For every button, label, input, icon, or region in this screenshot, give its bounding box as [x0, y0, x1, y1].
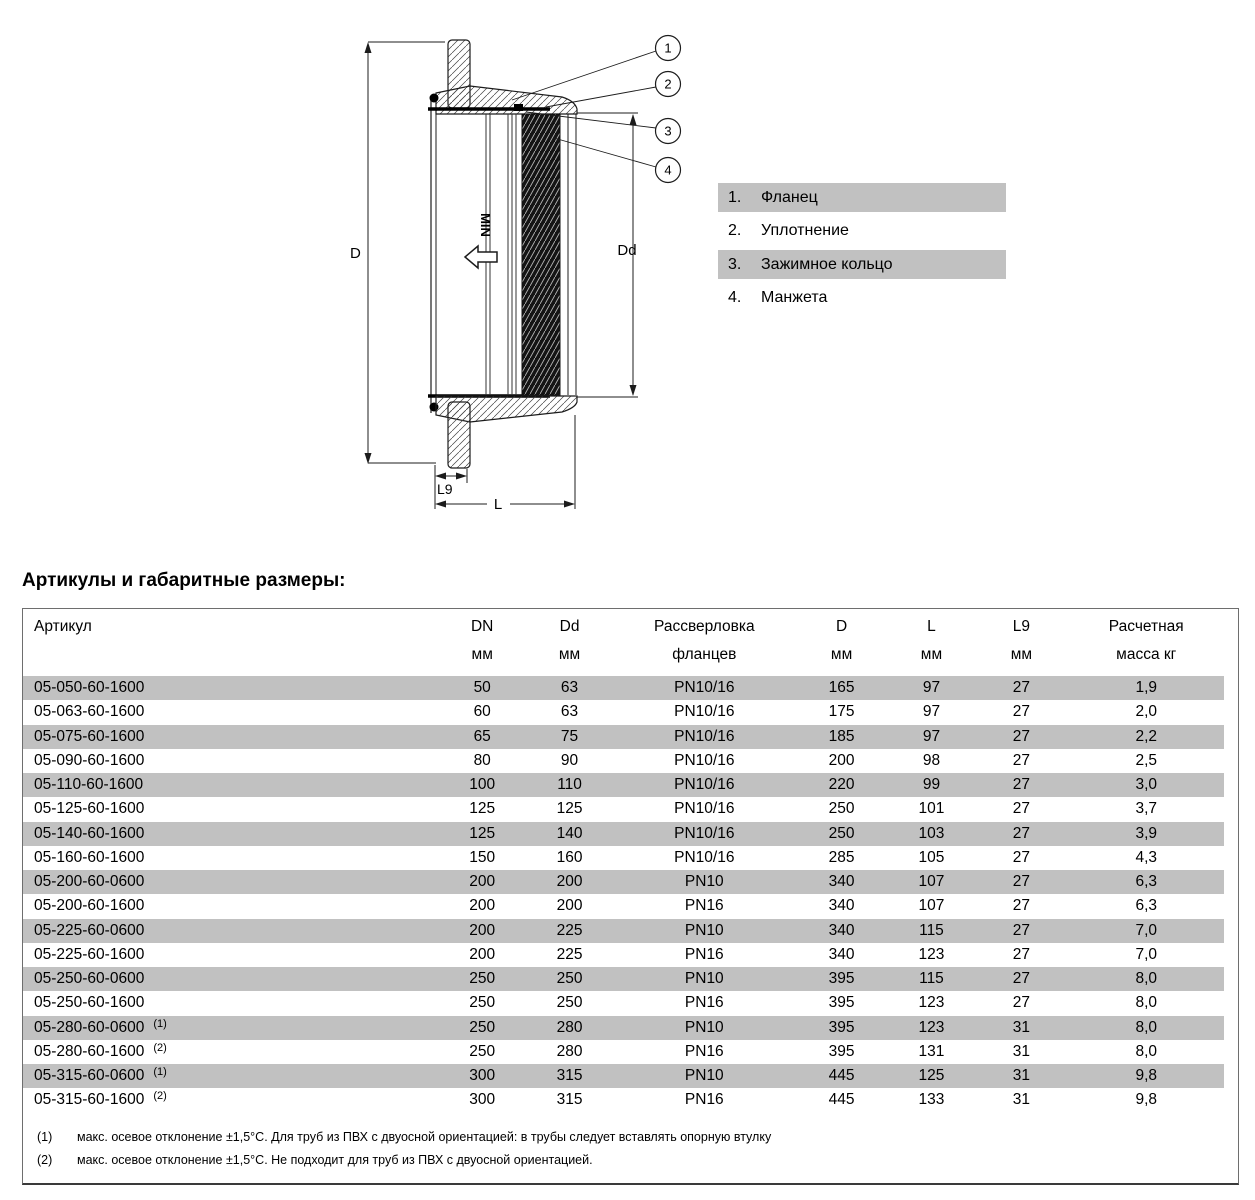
cell-drill: PN10/16	[674, 800, 735, 818]
table-row	[23, 870, 1224, 894]
svg-text:1: 1	[664, 40, 672, 56]
table-row	[23, 1016, 1224, 1040]
cell-drill: PN10	[684, 1067, 724, 1084]
cell-drill: PN10	[684, 873, 724, 890]
cell-dd: 63	[560, 679, 579, 696]
table-row	[23, 894, 1224, 918]
footnote-number: (2)	[37, 1152, 53, 1167]
cell-l: 115	[919, 970, 944, 987]
table-row	[23, 846, 1224, 870]
cell-l: 115	[919, 921, 944, 939]
cell-dd: 225	[556, 921, 583, 939]
cell-drill: PN10/16	[674, 703, 735, 721]
flange-tab-bottom	[448, 402, 470, 468]
cell-mass: 8,0	[1135, 1042, 1158, 1060]
cell-dd: 125	[556, 800, 583, 818]
cell-d: 250	[828, 800, 855, 818]
seal-ring-top	[430, 94, 439, 103]
legend-item-label: Уплотнение	[761, 222, 849, 239]
cell-d: 185	[828, 727, 855, 745]
cell-d: 340	[828, 921, 855, 939]
cell-l9: 27	[1012, 800, 1030, 818]
cell-l: 97	[922, 703, 941, 721]
cell-dn: 60	[473, 703, 491, 721]
cell-l9: 27	[1012, 679, 1030, 696]
cell-l9: 27	[1012, 897, 1030, 915]
cell-l: 103	[918, 824, 945, 842]
clamping-ring-band	[522, 114, 560, 395]
cell-article: 05-250-60-1600	[34, 994, 145, 1012]
cell-dn: 150	[469, 848, 496, 866]
fitting-body	[428, 40, 577, 468]
cell-article: 05-125-60-1600	[34, 800, 145, 818]
legend-item	[718, 284, 1006, 313]
cell-l: 97	[922, 727, 941, 745]
cell-article: 05-225-60-1600	[34, 945, 145, 963]
cell-dn: 50	[473, 679, 491, 696]
table-row	[23, 1088, 1224, 1112]
cell-mass: 2,5	[1135, 751, 1158, 769]
footnote-marker: (2)	[153, 1090, 167, 1103]
legend-item	[718, 250, 1006, 279]
cell-l9: 31	[1012, 1091, 1030, 1109]
cell-drill: PN10/16	[674, 727, 735, 745]
header-mass: Расчетная масса кг	[1108, 618, 1184, 663]
cell-l9: 27	[1012, 751, 1030, 769]
cell-dd: 90	[560, 751, 579, 769]
cell-article: 05-110-60-1600	[34, 776, 144, 793]
cell-d: 250	[828, 824, 855, 842]
cell-drill: PN10/16	[674, 751, 735, 769]
cell-dd: 140	[556, 824, 583, 842]
cell-dn: 200	[469, 921, 496, 939]
header-dn: DN мм	[470, 618, 494, 663]
cell-mass: 4,3	[1135, 848, 1158, 866]
legend-item	[718, 183, 1006, 212]
cell-mass: 9,8	[1135, 1091, 1158, 1109]
cell-dn: 250	[469, 1042, 496, 1060]
cell-dn: 200	[469, 897, 496, 915]
cell-article: 05-250-60-0600	[34, 970, 145, 987]
cell-drill: PN10	[684, 970, 724, 987]
dim-label-l: L	[493, 496, 503, 513]
cell-mass: 6,3	[1135, 873, 1158, 890]
cell-d: 340	[828, 873, 855, 890]
svg-text:2: 2	[664, 76, 672, 92]
cell-article: 05-050-60-1600	[34, 679, 145, 696]
cell-mass: 1,9	[1135, 679, 1158, 696]
cell-dd: 280	[556, 1042, 583, 1060]
dim-label-dd: Dd	[617, 242, 637, 259]
min-arrow-icon	[465, 246, 497, 268]
table-row	[23, 967, 1224, 991]
footnote-marker: (1)	[153, 1017, 167, 1030]
cell-mass: 7,0	[1135, 921, 1158, 939]
cell-d: 445	[828, 1067, 855, 1084]
cell-l: 125	[918, 1067, 945, 1084]
technical-drawing	[340, 25, 720, 525]
parts-legend	[718, 183, 1006, 317]
cell-l: 133	[918, 1091, 945, 1109]
cell-article: 05-160-60-1600	[34, 848, 145, 866]
cell-article: 05-200-60-1600	[34, 897, 145, 915]
cell-l9: 31	[1012, 1042, 1030, 1060]
cell-drill: PN10/16	[674, 776, 735, 793]
table-header-row	[23, 609, 1224, 676]
cell-l9: 27	[1012, 824, 1030, 842]
header-dd: Dd мм	[558, 618, 581, 663]
cell-article: 05-200-60-0600	[34, 873, 145, 890]
seal-block	[514, 104, 523, 111]
cell-article: 05-315-60-0600 $^{(1)}$	[34, 1066, 167, 1084]
cell-l: 123	[918, 994, 945, 1012]
header-drill: Рассверловка фланцев	[654, 618, 755, 663]
cell-l: 105	[918, 848, 945, 866]
cell-l: 107	[918, 897, 945, 915]
cell-l9: 27	[1012, 994, 1030, 1012]
callout-1	[656, 36, 681, 61]
table-row	[23, 773, 1224, 797]
cell-d: 445	[828, 1091, 855, 1109]
cell-d: 395	[828, 970, 855, 987]
cell-l: 99	[922, 776, 941, 793]
header-d: D мм	[830, 618, 853, 663]
callout-2	[656, 72, 681, 97]
table-row	[23, 725, 1224, 749]
cell-l9: 27	[1012, 703, 1030, 721]
cell-d: 395	[828, 1018, 855, 1036]
cell-dn: 250	[469, 970, 496, 987]
cell-dd: 110	[557, 776, 582, 793]
legend-item-label: Манжета	[761, 289, 828, 306]
cell-mass: 2,0	[1135, 703, 1158, 721]
footnote-number: (1)	[37, 1129, 53, 1144]
legend-item	[718, 217, 1006, 246]
cell-d: 165	[828, 679, 855, 696]
footnote-marker: (1)	[153, 1066, 167, 1078]
header-article: Артикул	[34, 618, 92, 635]
cell-l: 107	[918, 873, 945, 890]
cell-mass: 3,9	[1135, 824, 1158, 842]
cell-l9: 27	[1012, 873, 1030, 890]
cell-dd: 75	[560, 727, 579, 745]
footnote-text: макс. осевое отклонение ±1,5°С. Не подходит для труб из ПВХ с двуосной ориентацией.	[77, 1152, 593, 1167]
cell-article: 05-075-60-1600	[34, 727, 145, 745]
legend-item-label: Зажимное кольцо	[761, 255, 893, 273]
cell-dd: 315	[556, 1091, 583, 1109]
svg-text:3: 3	[664, 123, 672, 139]
table-row	[23, 797, 1224, 821]
min-label: MIN	[478, 213, 493, 237]
legend-item-number: 1.	[728, 188, 742, 206]
cell-l9: 27	[1012, 776, 1030, 793]
cell-article: 05-280-60-1600 $^{(2)}$	[34, 1041, 167, 1060]
footnote-marker: (2)	[153, 1041, 167, 1054]
cell-mass: 3,0	[1135, 776, 1158, 793]
cell-l9: 31	[1012, 1067, 1030, 1084]
cell-article: 05-090-60-1600	[34, 751, 145, 769]
cell-d: 220	[828, 776, 855, 793]
cell-mass: 8,0	[1135, 1018, 1158, 1036]
table-body	[23, 676, 1224, 1113]
cell-dd: 250	[556, 970, 583, 987]
cell-l: 98	[922, 751, 941, 769]
cell-drill: PN16	[684, 945, 724, 963]
dim-label-d: D	[350, 245, 361, 262]
cell-dd: 200	[556, 873, 583, 890]
dim-label-l9: L9	[437, 481, 453, 497]
cell-dn: 200	[469, 945, 496, 963]
cell-dd: 160	[556, 848, 583, 866]
cell-l: 123	[918, 945, 945, 963]
table-row	[23, 943, 1224, 967]
cell-l9: 27	[1012, 848, 1030, 866]
cell-article: 05-280-60-0600 $^{(1)}$	[34, 1017, 167, 1036]
cell-l9: 27	[1012, 921, 1030, 939]
table-row	[23, 991, 1224, 1015]
callout-3	[656, 119, 681, 144]
dimensions-table	[22, 608, 1239, 1185]
section-title: Артикулы и габаритные размеры:	[22, 570, 346, 591]
cell-dn: 100	[469, 776, 496, 793]
cell-dd: 225	[556, 945, 583, 963]
cell-drill: PN16	[684, 1091, 724, 1109]
cell-mass: 9,8	[1135, 1067, 1158, 1084]
dimension-d	[365, 42, 446, 464]
cell-mass: 8,0	[1135, 970, 1158, 987]
table-row	[23, 700, 1224, 724]
cell-dd: 200	[556, 897, 583, 915]
cell-mass: 7,0	[1135, 945, 1158, 963]
footnote	[37, 1149, 1228, 1172]
cell-l: 131	[918, 1042, 945, 1060]
cell-drill: PN16	[684, 897, 724, 915]
cell-mass: 3,7	[1135, 800, 1158, 818]
cell-mass: 6,3	[1135, 897, 1158, 915]
cell-d: 395	[828, 1042, 855, 1060]
cell-article: 05-225-60-0600	[34, 921, 145, 939]
cell-article: 05-140-60-1600	[34, 824, 145, 842]
cell-d: 340	[828, 897, 855, 915]
cell-dd: 63	[560, 703, 579, 721]
cell-d: 395	[828, 994, 855, 1012]
table-row	[23, 676, 1224, 700]
cell-drill: PN10/16	[674, 679, 735, 696]
cell-drill: PN10/16	[674, 824, 735, 842]
cell-dd: 250	[556, 994, 583, 1012]
cell-d: 200	[828, 751, 855, 769]
svg-text:4: 4	[664, 162, 672, 178]
cell-d: 175	[828, 703, 855, 721]
header-l9: L9 мм	[1010, 618, 1032, 663]
cell-l9: 27	[1012, 970, 1030, 987]
legend-item-label: Фланец	[761, 188, 818, 206]
legend-item-number: 3.	[728, 255, 742, 273]
cell-article: 05-063-60-1600	[34, 703, 145, 721]
table-row	[23, 822, 1224, 846]
footnotes	[23, 1113, 1238, 1183]
cell-mass: 8,0	[1135, 994, 1158, 1012]
table-row	[23, 919, 1224, 943]
cell-d: 340	[828, 945, 855, 963]
cell-dn: 200	[469, 873, 496, 890]
cell-dn: 125	[469, 800, 496, 818]
cell-dn: 250	[469, 1018, 496, 1036]
footnote	[37, 1126, 1228, 1149]
cell-dn: 65	[473, 727, 491, 745]
cell-dn: 250	[469, 994, 496, 1012]
cell-l: 97	[922, 679, 941, 696]
table-row	[23, 749, 1224, 773]
cell-l: 101	[918, 800, 945, 818]
cell-drill: PN10	[684, 921, 724, 939]
cell-article: 05-315-60-1600 $^{(2)}$	[34, 1090, 167, 1109]
callout-4	[656, 158, 681, 183]
cell-dd: 315	[556, 1067, 583, 1084]
cell-dn: 300	[469, 1067, 496, 1084]
footnote-text: макс. осевое отклонение ±1,5°С. Для труб из ПВХ с двуосной ориентацией: в трубы следует вставлять опорную втулку	[77, 1129, 772, 1144]
legend-item-number: 2.	[728, 222, 742, 239]
header-l: L мм	[920, 618, 943, 663]
cell-l9: 27	[1012, 727, 1030, 745]
cell-dn: 80	[473, 751, 491, 769]
cell-l9: 27	[1012, 945, 1030, 963]
cell-drill: PN10	[684, 1018, 724, 1036]
cell-l: 123	[918, 1018, 945, 1036]
cell-dn: 300	[469, 1091, 496, 1109]
table-row	[23, 1064, 1224, 1088]
cell-d: 285	[828, 848, 855, 866]
cell-dd: 280	[556, 1018, 583, 1036]
table-row	[23, 1040, 1224, 1064]
cell-dn: 125	[469, 824, 496, 842]
cell-drill: PN16	[684, 994, 724, 1012]
cell-drill: PN10/16	[674, 848, 735, 866]
cell-mass: 2,2	[1135, 727, 1158, 745]
cell-l9: 31	[1012, 1018, 1030, 1036]
cell-drill: PN16	[684, 1042, 724, 1060]
legend-item-number: 4.	[728, 289, 742, 306]
